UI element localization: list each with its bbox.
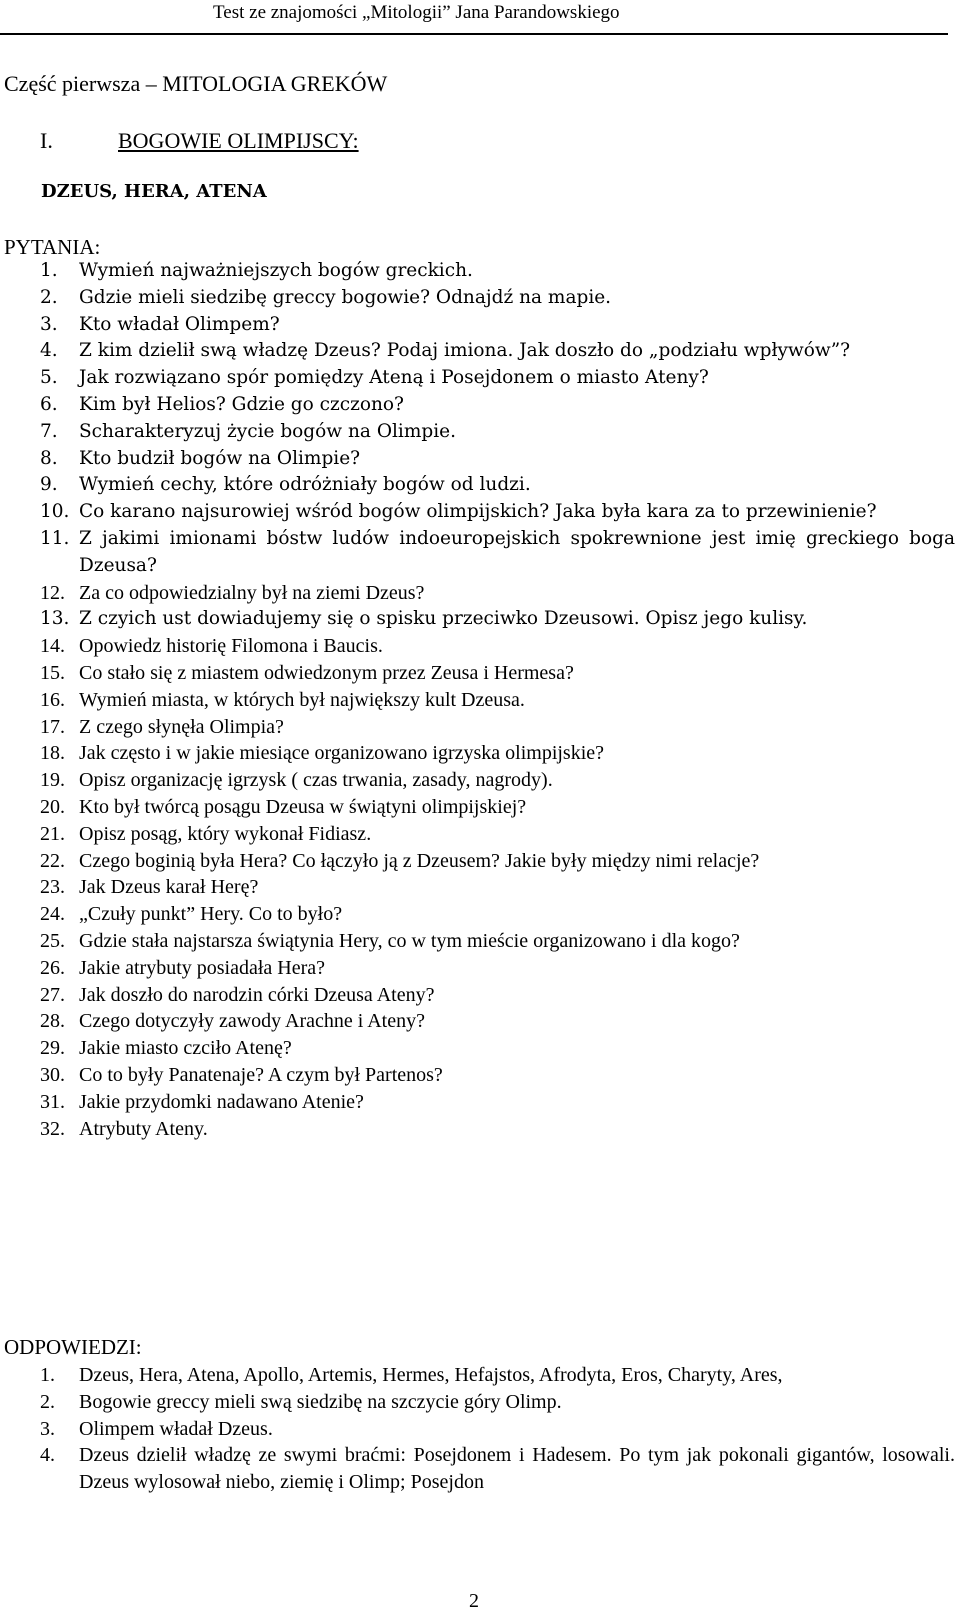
question-text: Kto budził bogów na Olimpie? <box>79 447 361 469</box>
page-header <box>0 0 960 36</box>
question-number: 18. <box>40 742 65 765</box>
answers-list <box>0 1362 960 1496</box>
question-text: Wymień miasta, w których był największy kult Dzeusa. <box>79 688 525 711</box>
answer-text: Dzeus dzielił władzę ze swymi braćmi: Posejdonem i Hadesem. Po tym jak pokonali gigantów, losowali. Dzeus wylosował niebo, ziemię i Olimp; Posejdon <box>79 1444 955 1494</box>
header-title: Test ze znajomości „Mitologii” Jana Parandowskiego <box>213 2 620 23</box>
question-number: 3. <box>40 313 58 335</box>
question-number: 16. <box>40 688 65 711</box>
question-item <box>0 794 960 821</box>
question-item <box>0 767 960 794</box>
questions-list <box>0 258 960 1142</box>
question-number: 8. <box>40 447 58 469</box>
answer-number: 1. <box>40 1364 55 1386</box>
question-item <box>0 1089 960 1116</box>
question-item <box>0 1008 960 1035</box>
question-text: Wymień cechy, które odróżniały bogów od ludzi. <box>79 474 531 496</box>
question-item <box>0 338 960 365</box>
answer-text: Bogowie greccy mieli swą siedzibę na szczycie góry Olimp. <box>79 1390 562 1413</box>
questions-heading: PYTANIA: <box>4 235 101 259</box>
question-number: 12. <box>40 581 65 604</box>
question-number: 29. <box>40 1037 65 1060</box>
question-number: 11. <box>40 527 70 549</box>
question-text: Jak doszło do narodzin córki Dzeusa Ateny? <box>79 983 435 1006</box>
answer-item <box>0 1442 960 1496</box>
question-number: 17. <box>40 715 65 738</box>
section-number: I. <box>40 128 53 153</box>
question-number: 7. <box>40 420 58 442</box>
question-item <box>0 285 960 312</box>
question-text: Co to były Panatenaje? A czym był Partenos? <box>79 1063 443 1086</box>
page-number: 2 <box>469 1590 479 1612</box>
question-text: Jakie miasto czciło Atenę? <box>79 1037 292 1060</box>
question-item <box>0 660 960 687</box>
part-title: Część pierwsza – MITOLOGIA GREKÓW <box>4 71 388 96</box>
question-number: 5. <box>40 367 58 389</box>
question-text: Jakie atrybuty posiadała Hera? <box>79 956 326 979</box>
question-text: Opisz posąg, który wykonał Fidiasz. <box>79 822 372 845</box>
question-text: Kto władał Olimpem? <box>79 313 280 335</box>
question-item <box>0 955 960 982</box>
question-text: Wymień najważniejszych bogów greckich. <box>79 260 473 281</box>
question-item <box>0 526 960 580</box>
question-number: 26. <box>40 956 65 979</box>
question-item <box>0 633 960 660</box>
question-item <box>0 392 960 419</box>
question-number: 19. <box>40 769 65 792</box>
header-divider <box>0 33 948 35</box>
question-item <box>0 1035 960 1062</box>
question-text: Kto był twórcą posągu Dzeusa w świątyni olimpijskiej? <box>79 795 527 818</box>
answer-number: 4. <box>40 1444 55 1467</box>
question-text: Jakie przydomki nadawano Atenie? <box>79 1090 364 1113</box>
answer-number: 2. <box>40 1390 55 1413</box>
question-item <box>0 982 960 1009</box>
question-text: Atrybuty Ateny. <box>79 1117 208 1140</box>
question-number: 28. <box>40 1010 65 1033</box>
answer-item <box>0 1389 960 1416</box>
question-text: Z czyich ust dowiadujemy się o spisku przeciwko Dzeusowi. Opisz jego kulisy. <box>79 608 808 630</box>
question-number: 1. <box>40 260 58 281</box>
section-subtitle: DZEUS, HERA, ATENA <box>41 181 267 202</box>
question-text: Z kim dzielił swą władzę Dzeus? Podaj imiona. Jak doszło do „podziału wpływów”? <box>79 340 851 362</box>
question-item <box>0 446 960 473</box>
answer-text: Olimpem władał Dzeus. <box>79 1417 273 1440</box>
question-item <box>0 312 960 339</box>
question-number: 30. <box>40 1063 65 1086</box>
question-number: 24. <box>40 903 65 926</box>
question-item <box>0 1062 960 1089</box>
question-item <box>0 258 960 285</box>
question-number: 15. <box>40 661 65 684</box>
question-text: „Czuły punkt” Hery. Co to było? <box>79 903 343 926</box>
question-text: Jak rozwiązano spór pomiędzy Ateną i Posejdonem o miasto Ateny? <box>79 367 709 389</box>
question-number: 2. <box>40 286 58 308</box>
question-item <box>0 472 960 499</box>
question-item <box>0 1116 960 1143</box>
question-item <box>0 606 960 633</box>
question-number: 27. <box>40 983 65 1006</box>
question-text: Opisz organizację igrzysk ( czas trwania, zasady, nagrody). <box>79 769 553 792</box>
question-item <box>0 365 960 392</box>
question-number: 6. <box>40 393 58 415</box>
question-number: 14. <box>40 635 65 658</box>
question-number: 20. <box>40 795 65 818</box>
question-item <box>0 928 960 955</box>
question-item <box>0 740 960 767</box>
question-text: Kim był Helios? Gdzie go czczono? <box>79 393 404 415</box>
question-number: 31. <box>40 1090 65 1113</box>
question-text: Z jakimi imionami bóstw ludów indoeuropejskich spokrewnione jest imię greckiego boga Dzeusa? <box>79 527 955 576</box>
question-text: Opowiedz historię Filomona i Baucis. <box>79 635 383 658</box>
question-item <box>0 848 960 875</box>
question-number: 23. <box>40 876 65 899</box>
question-text: Jak często i w jakie miesiące organizowano igrzyska olimpijskie? <box>79 742 605 765</box>
question-text: Jak Dzeus karał Herę? <box>79 876 259 899</box>
question-item <box>0 499 960 526</box>
question-text: Czego boginią była Hera? Co łączyło ją z Dzeusem? Jakie były między nimi relacje? <box>79 849 760 872</box>
question-text: Gdzie stała najstarsza świątynia Hery, co w tym mieście organizowano i dla kogo? <box>79 929 740 952</box>
question-text: Czego dotyczyły zawody Arachne i Ateny? <box>79 1010 425 1033</box>
question-number: 10. <box>40 501 70 523</box>
question-number: 21. <box>40 822 65 845</box>
question-number: 32. <box>40 1117 65 1140</box>
answer-text: Dzeus, Hera, Atena, Apollo, Artemis, Hermes, Hefajstos, Afrodyta, Eros, Charyty, Ares, <box>79 1364 783 1386</box>
answer-item <box>0 1362 960 1389</box>
question-item <box>0 714 960 741</box>
question-number: 9. <box>40 474 58 496</box>
question-item <box>0 580 960 607</box>
question-item <box>0 874 960 901</box>
question-item <box>0 687 960 714</box>
question-item <box>0 419 960 446</box>
question-text: Co stało się z miastem odwiedzonym przez Zeusa i Hermesa? <box>79 661 574 684</box>
question-text: Co karano najsurowiej wśród bogów olimpijskich? Jaka była kara za to przewinienie? <box>79 501 877 523</box>
question-number: 25. <box>40 929 65 952</box>
answer-item <box>0 1416 960 1443</box>
question-number: 13. <box>40 608 70 630</box>
question-text: Gdzie mieli siedzibę greccy bogowie? Odnajdź na mapie. <box>79 286 612 308</box>
section-title: BOGOWIE OLIMPIJSCY: <box>118 128 359 153</box>
question-item <box>0 821 960 848</box>
question-number: 22. <box>40 849 65 872</box>
question-text: Scharakteryzuj życie bogów na Olimpie. <box>79 420 456 442</box>
question-item <box>0 901 960 928</box>
question-text: Z czego słynęła Olimpia? <box>79 715 284 738</box>
answer-number: 3. <box>40 1417 55 1440</box>
answers-heading: ODPOWIEDZI: <box>4 1335 142 1359</box>
question-number: 4. <box>40 340 58 362</box>
question-text: Za co odpowiedzialny był na ziemi Dzeus? <box>79 581 425 604</box>
